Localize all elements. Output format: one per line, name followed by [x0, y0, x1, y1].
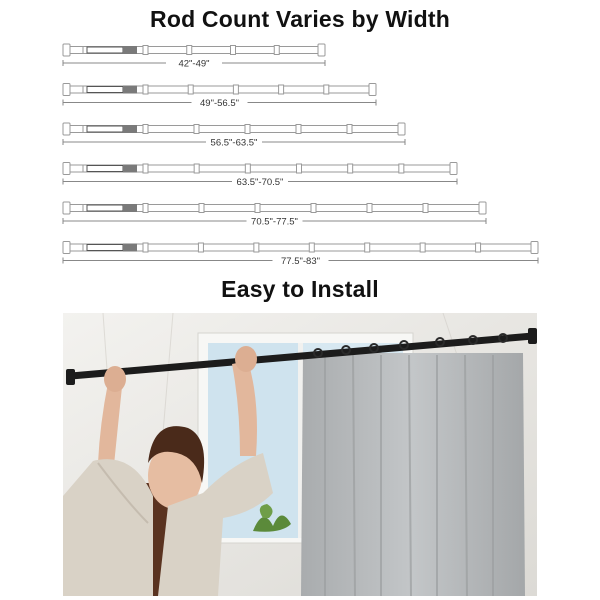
rod-segment-joint: [194, 164, 199, 173]
curtain-icon: [301, 353, 525, 596]
rod-size-option: [63, 163, 457, 189]
rod-end-cap-left: [63, 202, 70, 214]
rod-size-label: 49"-56.5": [200, 98, 239, 109]
rod-lock-connector: [123, 86, 137, 94]
install-photo: [63, 313, 537, 596]
rod-end-cap-right: [318, 44, 325, 56]
rod-dark-section: [87, 166, 123, 172]
heading-easy-install: Easy to Install: [221, 276, 379, 302]
rod-segment-joint: [423, 204, 428, 213]
rod-segment-joint: [347, 125, 352, 134]
rod-lock-connector: [123, 244, 137, 252]
rod-segment-joint: [476, 243, 481, 252]
rod-size-label: 42"-49": [178, 58, 210, 70]
rod-segment-joint: [143, 125, 148, 134]
rod-segment-joint: [311, 204, 316, 213]
rod-segment-joint: [255, 204, 260, 213]
rod-lock-connector: [123, 125, 137, 133]
rod-size-label: 77.5"-83": [281, 256, 320, 267]
rod-segment-joint: [143, 85, 148, 94]
rod-end-cap-left: [63, 84, 70, 96]
rod-segment-joint: [367, 204, 372, 213]
rod-dark-section: [87, 47, 123, 53]
rod-segment-joint: [324, 85, 329, 94]
rod-end-cap-left: [63, 242, 70, 254]
heading-rod-count: Rod Count Varies by Width: [150, 6, 450, 32]
rod-sizes-diagram: [0, 0, 600, 275]
rod-segment-joint: [420, 243, 425, 252]
rod-segment-joint: [143, 164, 148, 173]
rod-segment-joint: [297, 164, 302, 173]
rod-segment-joint: [279, 85, 284, 94]
rod-segment-joint: [233, 85, 238, 94]
rod-segment-joint: [274, 46, 279, 55]
rod-end-cap-left: [63, 123, 70, 135]
rod-size-option: [63, 202, 486, 228]
rod-dark-section: [87, 205, 123, 211]
rod-dark-section: [87, 87, 123, 93]
rod-segment-joint: [245, 164, 250, 173]
rod-segment-joint: [309, 243, 314, 252]
rod-end-cap-right: [531, 242, 538, 254]
rod-segment-joint: [365, 243, 370, 252]
rod-segment-joint: [231, 46, 236, 55]
rod-end-cap-right: [479, 202, 486, 214]
rod-segment-joint: [143, 46, 148, 55]
rod-size-option: [63, 84, 376, 110]
rod-dark-section: [87, 245, 123, 251]
rod-lock-connector: [123, 204, 137, 212]
rod-segment-joint: [296, 125, 301, 134]
rod-end-cap-right: [369, 84, 376, 96]
rod-segment-joint: [187, 46, 192, 55]
rod-size-label: 63.5"-70.5": [236, 177, 284, 188]
rod-segment-joint: [399, 164, 404, 173]
rod-size-label: 56.5"-63.5": [210, 137, 258, 149]
rod-lock-connector: [123, 165, 137, 173]
rod-segment-joint: [143, 204, 148, 213]
rod-end-cap-left: [63, 163, 70, 175]
rod-segment-joint: [143, 243, 148, 252]
rod-body: [70, 244, 531, 251]
rod-lock-connector: [123, 46, 137, 54]
rod-end-cap-right: [398, 123, 405, 135]
rod-segment-joint: [194, 125, 199, 134]
rod-segment-joint: [198, 243, 203, 252]
rod-size-option: [63, 44, 325, 70]
rod-end-cap-right: [450, 163, 457, 175]
rod-size-option: [63, 242, 538, 268]
rod-segment-joint: [245, 125, 250, 134]
rod-end-cap-left: [63, 44, 70, 56]
rod-segment-joint: [254, 243, 259, 252]
rod-segment-joint: [188, 85, 193, 94]
rod-segment-joint: [348, 164, 353, 173]
rod-size-option: [63, 123, 405, 149]
rod-dark-section: [87, 126, 123, 132]
rod-size-label: 70.5"-77.5": [251, 216, 298, 228]
rod-segment-joint: [199, 204, 204, 213]
